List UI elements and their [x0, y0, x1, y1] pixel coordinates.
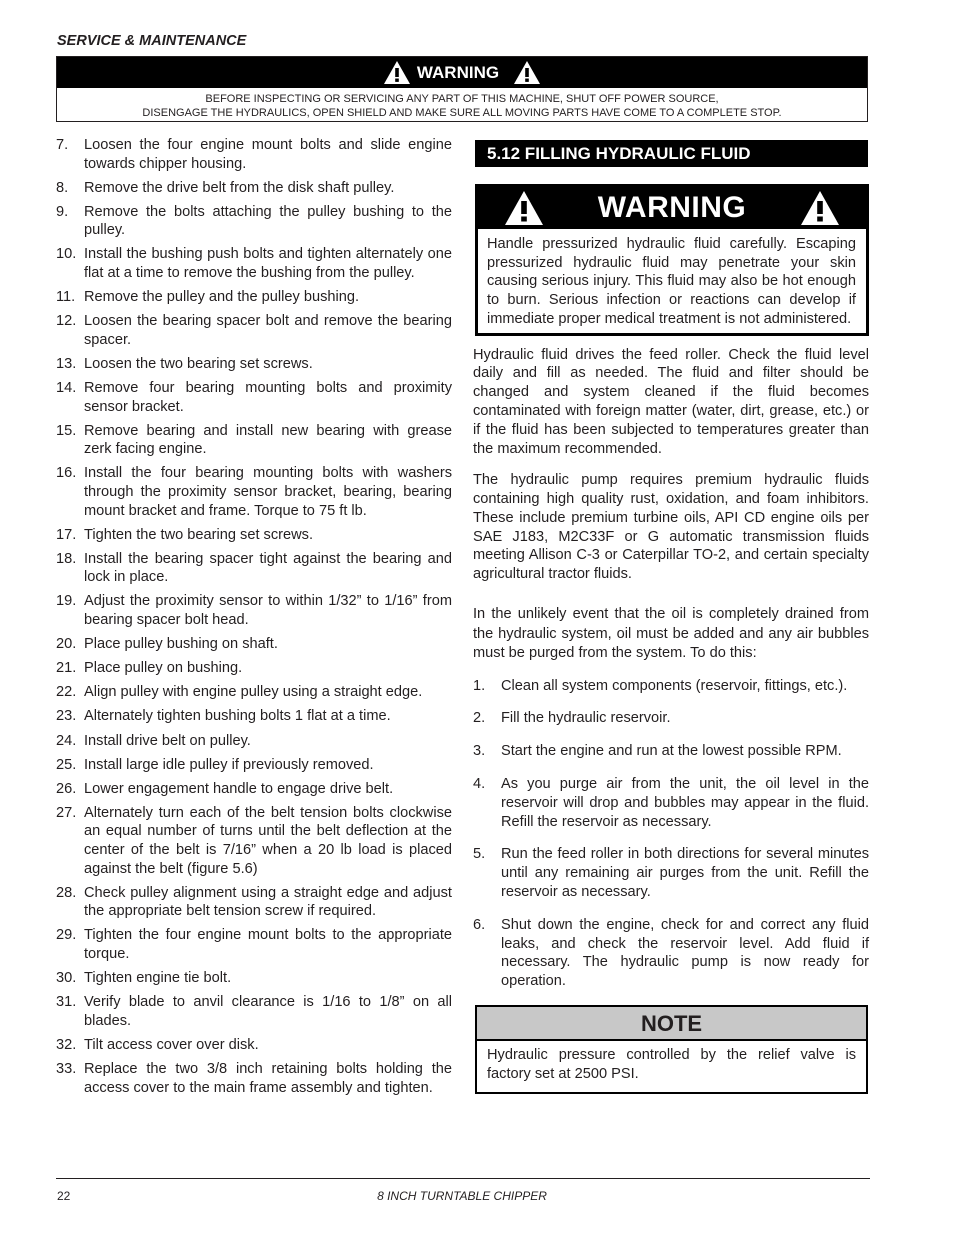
left-step-item — [56, 550, 452, 587]
note-box — [475, 1005, 868, 1094]
left-step-text: Install drive belt on pulley. — [84, 732, 251, 749]
left-step-item — [56, 732, 452, 751]
left-step-text: Remove the pulley and the pulley bushing. — [84, 289, 360, 306]
left-step-list — [56, 136, 452, 1097]
left-step-text: Install the bearing spacer tight against the bearing and lock in place. — [84, 550, 452, 586]
left-step-item — [56, 683, 452, 702]
left-step-number: 9. — [56, 203, 69, 220]
left-step-item — [56, 926, 452, 963]
warning-triangle-icon — [513, 60, 541, 85]
left-step-number: 33. — [56, 1060, 77, 1077]
left-column — [56, 136, 452, 1103]
top-warning-line-1: BEFORE INSPECTING OR SERVICING ANY PART OF THIS MACHINE, SHUT OFF POWER SOURCE, — [205, 93, 719, 105]
left-step-text: Remove four bearing mounting bolts and proximity sensor bracket. — [84, 380, 452, 415]
left-step-item — [56, 1060, 452, 1097]
left-step-number: 12. — [56, 313, 77, 330]
left-step-item — [56, 884, 452, 921]
left-step-item — [56, 422, 452, 459]
left-step-item — [56, 526, 452, 545]
left-step-text: Install the four bearing mounting bolts with washers through the proximity sensor bracket, bearing, bearing mount bracket and frame. Torque to 75 ft lb. — [84, 465, 452, 519]
purge-step-item — [473, 677, 869, 696]
left-step-text: Loosen the bearing spacer bolt and remove the bearing spacer. — [84, 313, 452, 348]
purge-step-text: Clean all system components (reservoir, fittings, etc.). — [501, 677, 848, 694]
left-step-item — [56, 707, 452, 726]
left-step-text: Remove bearing and install new bearing with grease zerk facing engine. — [84, 422, 452, 458]
left-step-item — [56, 804, 452, 878]
purge-step-number: 2. — [473, 710, 486, 727]
left-step-item — [56, 245, 452, 282]
left-step-number: 29. — [56, 927, 77, 944]
left-step-item — [56, 203, 452, 240]
left-step-number: 19. — [56, 593, 77, 610]
page-number: 22 — [57, 1189, 71, 1203]
paragraph-fluid-check: Hydraulic fluid drives the feed roller. Check the fluid level daily and fill as needed. The fluid and filter should be changed and system cleaned if the fluid becomes contaminated with foreign matter (water, dirt, grease, etc.) or if the fluid has been subjected to temperatures greater than the maximum recommended. — [473, 346, 869, 457]
purge-step-text: Shut down the engine, check for and correct any fluid leaks, and check the reservoir level. Add fluid if necessary. The hydraulic pump is now ready for operation. — [501, 916, 869, 990]
left-step-number: 16. — [56, 465, 77, 482]
left-step-item — [56, 969, 452, 988]
left-step-number: 18. — [56, 550, 77, 567]
left-step-text: Tighten engine tie bolt. — [84, 970, 232, 987]
hydraulic-warning-title: WARNING — [597, 190, 747, 224]
left-step-item — [56, 288, 452, 307]
left-step-text: Replace the two 3/8 inch retaining bolts holding the access cover to the main frame assembly and tighten. — [84, 1060, 452, 1096]
top-warning-bar — [57, 57, 867, 88]
top-warning-box — [56, 56, 868, 122]
purge-step-number: 4. — [473, 775, 486, 792]
left-step-number: 31. — [56, 994, 77, 1011]
purge-step-number: 1. — [473, 677, 486, 694]
left-step-item — [56, 379, 452, 416]
note-text: Hydraulic pressure controlled by the relief valve is factory set at 2500 PSI. — [487, 1046, 856, 1082]
footer-rule — [56, 1178, 870, 1179]
left-step-item — [56, 464, 452, 520]
top-warning-title: WARNING — [416, 62, 500, 82]
left-step-text: Install large idle pulley if previously removed. — [84, 756, 374, 773]
left-step-number: 24. — [56, 732, 77, 749]
left-step-item — [56, 659, 452, 678]
left-step-text: Alternately tighten bushing bolts 1 flat at a time. — [84, 708, 391, 725]
purge-step-number: 3. — [473, 743, 486, 760]
purge-step-text: As you purge air from the unit, the oil level in the reservoir will drop and bubbles may appear in the fluid. Refill the reservoir as necessary. — [501, 775, 869, 830]
purge-step-text: Run the feed roller in both directions for several minutes until any remaining air purges from the unit. Refill the reservoir as necessary. — [501, 846, 869, 900]
purge-step-text: Start the engine and run at the lowest possible RPM. — [501, 743, 842, 760]
left-step-number: 15. — [56, 422, 77, 439]
left-step-text: Loosen the two bearing set screws. — [84, 355, 313, 372]
left-step-item — [56, 635, 452, 654]
left-step-item — [56, 355, 452, 374]
hydraulic-warning-box — [475, 184, 869, 336]
left-step-text: Place pulley bushing on shaft. — [84, 636, 278, 653]
left-step-number: 8. — [56, 179, 69, 196]
left-step-number: 27. — [56, 804, 77, 821]
left-step-number: 28. — [56, 884, 77, 901]
purge-step-item — [473, 709, 869, 728]
left-step-number: 32. — [56, 1036, 77, 1053]
left-step-number: 17. — [56, 526, 77, 543]
left-step-number: 10. — [56, 246, 77, 263]
paragraph-purge-intro: In the unlikely event that the oil is completely drained from the hydraulic system, oil must be added and any air bubbles must be purged from the system. To do this: — [473, 606, 869, 662]
purge-step-item — [473, 742, 869, 761]
top-warning-text — [57, 88, 867, 120]
left-step-number: 30. — [56, 970, 77, 987]
left-step-number: 13. — [56, 355, 77, 372]
left-step-text: Verify blade to anvil clearance is 1/16 to 1/8” on all blades. — [84, 994, 452, 1029]
left-step-item — [56, 179, 452, 198]
left-step-number: 22. — [56, 684, 77, 701]
purge-step-number: 5. — [473, 846, 486, 863]
left-step-text: Align pulley with engine pulley using a straight edge. — [84, 684, 423, 701]
left-step-item — [56, 312, 452, 349]
left-step-text: Adjust the proximity sensor to within 1/32” to 1/16” from bearing spacer bolt head. — [84, 593, 452, 629]
left-step-item — [56, 592, 452, 629]
section-header: SERVICE & MAINTENANCE — [57, 33, 247, 49]
hydraulic-warning-text: Handle pressurized hydraulic fluid carefully. Escaping pressurized hydraulic fluid may penetrate your skin causing serious injury. This fluid may also be hot enough to burn. Serious infection or reactions can develop if immediate proper medical treatment is not administered. — [487, 236, 856, 327]
left-step-number: 23. — [56, 708, 77, 725]
left-step-text: Remove the drive belt from the disk shaft pulley. — [84, 179, 395, 196]
left-step-item — [56, 993, 452, 1030]
left-step-text: Tilt access cover over disk. — [84, 1036, 259, 1053]
note-title: NOTE — [477, 1007, 866, 1041]
left-step-number: 20. — [56, 636, 77, 653]
left-step-number: 7. — [56, 137, 69, 153]
left-step-number: 25. — [56, 756, 77, 773]
left-step-item — [56, 756, 452, 775]
left-step-text: Tighten the two bearing set screws. — [84, 526, 314, 543]
left-step-item — [56, 780, 452, 799]
left-step-text: Alternately turn each of the belt tension bolts clockwise an equal number of turns until the belt deflection at the center of the belt is 7/16” when a 20 lb load is placed against the belt (figure 5.6) — [84, 804, 452, 877]
purge-step-text: Fill the hydraulic reservoir. — [501, 710, 671, 727]
left-step-text: Remove the bolts attaching the pulley bushing to the pulley. — [84, 203, 452, 239]
top-warning-line-2: DISENGAGE THE HYDRAULICS, OPEN SHIELD AND MAKE SURE ALL MOVING PARTS HAVE COME TO A COMPLETE STOP. — [142, 107, 782, 119]
purge-step-item — [473, 845, 869, 901]
left-step-text: Tighten the four engine mount bolts to the appropriate torque. — [84, 927, 452, 962]
left-step-number: 14. — [56, 380, 77, 397]
right-column — [473, 140, 869, 1094]
left-step-text: Loosen the four engine mount bolts and slide engine towards chipper housing. — [84, 137, 452, 172]
hydraulic-warning-bar — [478, 187, 866, 229]
purge-step-item — [473, 775, 869, 831]
purge-step-number: 6. — [473, 916, 486, 933]
left-step-number: 21. — [56, 660, 77, 677]
left-step-item — [56, 136, 452, 173]
footer-title: 8 INCH TURNTABLE CHIPPER — [377, 1189, 547, 1203]
left-step-number: 26. — [56, 780, 77, 797]
warning-triangle-icon — [800, 190, 840, 226]
left-step-item — [56, 1036, 452, 1055]
purge-step-item — [473, 916, 869, 991]
paragraph-fluid-requirements: The hydraulic pump requires premium hydraulic fluids containing high quality rust, oxidation, and foam inhibitors. These include premium turbine oils, API CD engine oils per SAE J183, M2C33F or G automatic transmission fluids meeting Allison C-3 or Caterpillar TO-2, and certain specialty agricultural tractor fluids. — [473, 472, 869, 583]
warning-triangle-icon — [504, 190, 544, 226]
left-step-text: Install the bushing push bolts and tighten alternately one flat at a time to remove the bushing from the pulley. — [84, 246, 452, 282]
left-step-text: Check pulley alignment using a straight edge and adjust the appropriate belt tension screw if required. — [84, 884, 452, 920]
left-step-number: 11. — [56, 289, 76, 306]
left-step-text: Lower engagement handle to engage drive belt. — [84, 780, 394, 797]
section-title: 5.12 FILLING HYDRAULIC FLUID — [475, 140, 868, 167]
purge-step-list — [473, 677, 869, 991]
left-step-text: Place pulley on bushing. — [84, 660, 243, 677]
warning-triangle-icon — [383, 60, 411, 85]
